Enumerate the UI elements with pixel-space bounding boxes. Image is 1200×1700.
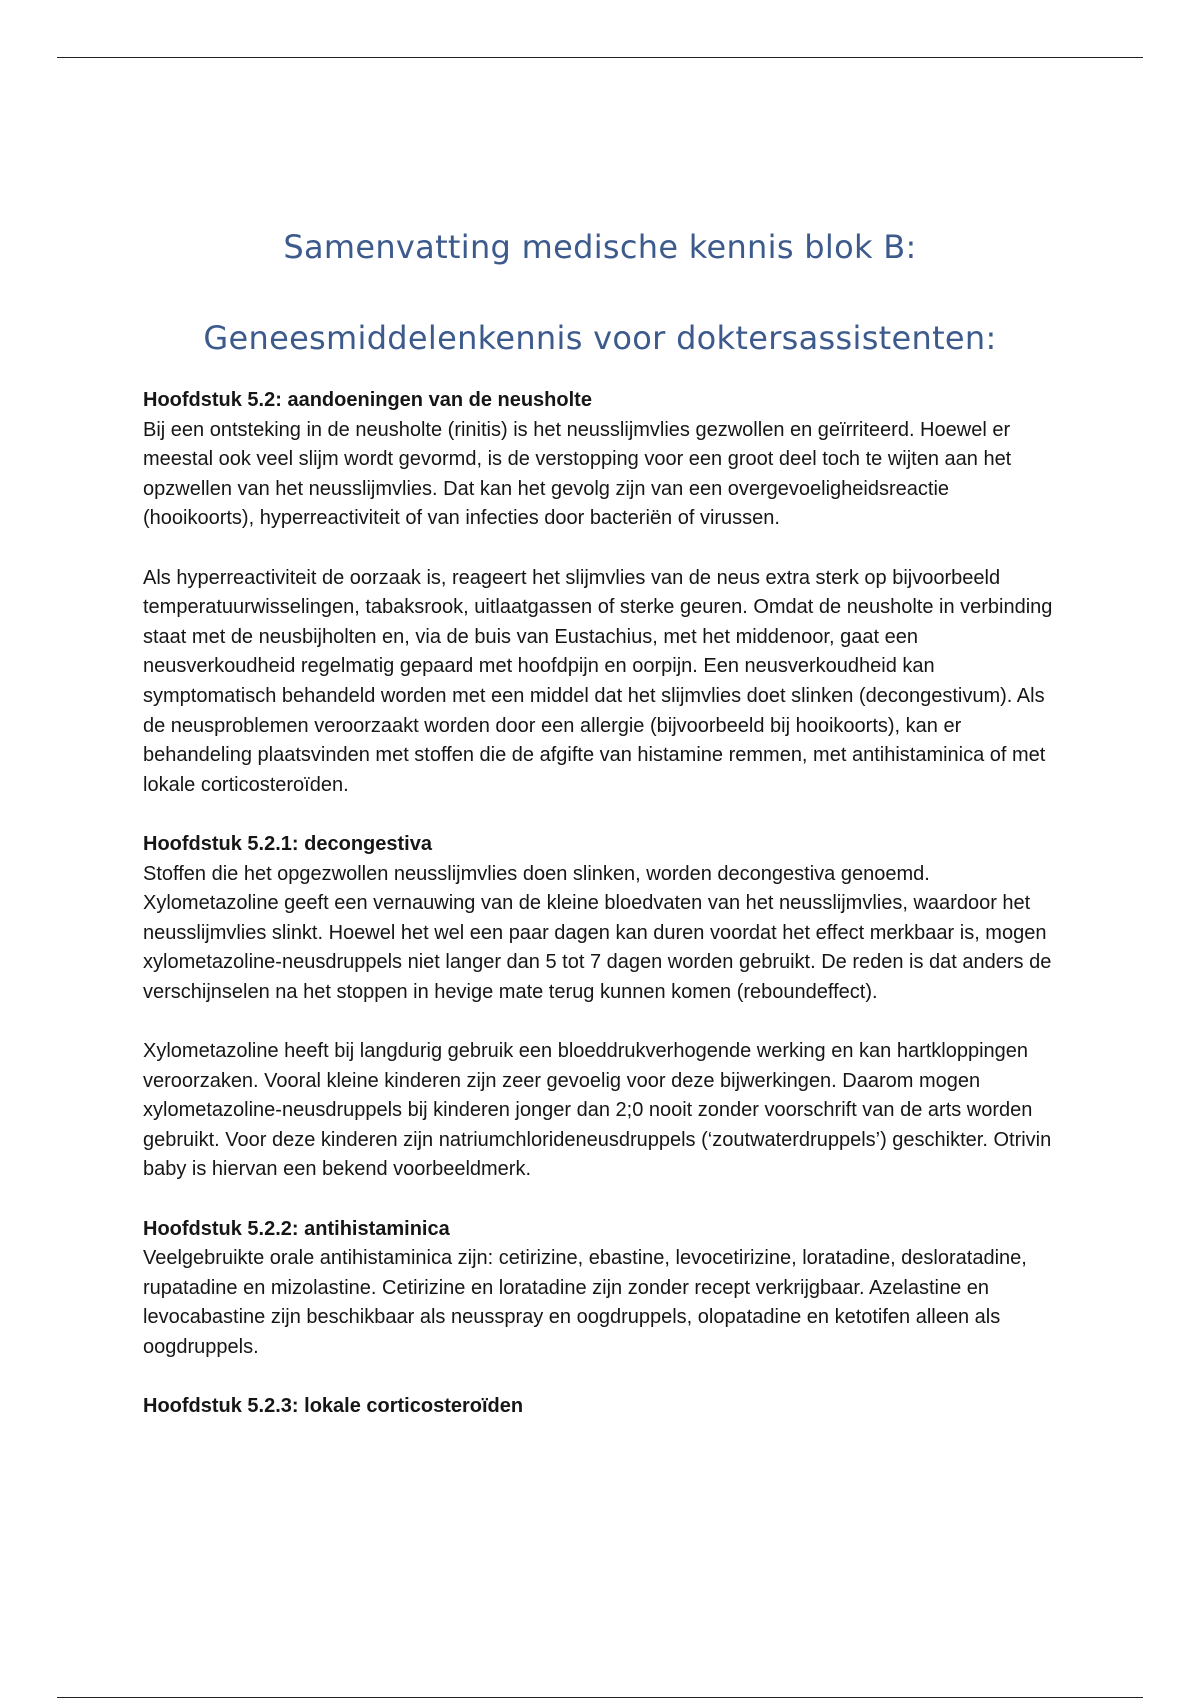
document-subtitle: Geneesmiddelenkennis voor doktersassistenten: bbox=[203, 319, 997, 357]
document-title: Samenvatting medische kennis blok B: bbox=[283, 228, 917, 266]
section-corticosteroiden bbox=[143, 1392, 1063, 1422]
section-antihistaminica bbox=[143, 1215, 1063, 1363]
section-heading: Hoofdstuk 5.2.2: antihistaminica bbox=[143, 1217, 450, 1240]
bottom-rule bbox=[57, 1697, 1143, 1698]
paragraph: Stoffen die het opgezwollen neusslijmvlies doen slinken, worden decongestiva genoemd. Xylometazoline geeft een vernauwing van de kleine bloedvaten van het neusslijmvlies, waardoor het neusslijmvlies slinkt. Hoewel het wel een paar dagen kan duren voordat het effect merkbaar is, mogen xylometazoline-neusdruppels niet langer dan 5 tot 7 dagen worden gebruikt. De reden is dat anders de verschijnselen na het stoppen in hevige mate terug kunnen komen (reboundeffect). bbox=[143, 862, 1052, 1003]
section-neusholte bbox=[143, 386, 1063, 800]
document-body bbox=[143, 386, 1063, 1451]
section-heading: Hoofdstuk 5.2.1: decongestiva bbox=[143, 832, 432, 855]
paragraph: Xylometazoline heeft bij langdurig gebruik een bloeddrukverhogende werking en kan hartkloppingen veroorzaken. Vooral kleine kinderen zijn zeer gevoelig voor deze bijwerkingen. Daarom mogen xylometazoline-neusdruppels bij kinderen jonger dan 2;0 nooit zonder voorschrift van de arts worden gebruikt. Voor deze kinderen zijn natriumchlorideneusdruppels (‘zoutwaterdruppels’) geschikter. Otrivin baby is hiervan een bekend voorbeeldmerk. bbox=[143, 1040, 1052, 1181]
paragraph: Als hyperreactiviteit de oorzaak is, reageert het slijmvlies van de neus extra sterk op bijvoorbeeld temperatuurwisselingen, tabaksrook, uitlaatgassen of sterke geuren. Omdat de neusholte in verbinding staat met de neusbijholten en, via de buis van Eustachius, met het middenoor, gaat een neusverkoudheid regelmatig gepaard met hoofdpijn en oorpijn. Een neusverkoudheid kan symptomatisch behandeld worden met een middel dat het slijmvlies doet slinken (decongestivum). Als de neusproblemen veroorzaakt worden door een allergie (bijvoorbeeld bij hooikoorts), kan er behandeling plaatsvinden met stoffen die de afgifte van histamine remmen, met antihistaminica of met lokale corticosteroïden. bbox=[143, 566, 1053, 796]
section-decongestiva bbox=[143, 830, 1063, 1185]
paragraph: Veelgebruikte orale antihistaminica zijn: cetirizine, ebastine, levocetirizine, loratadine, desloratadine, rupatadine en mizolastine. Cetirizine en loratadine zijn zonder recept verkrijgbaar. Azelastine en levocabastine zijn beschikbaar als neusspray en oogdruppels, olopatadine en ketotifen alleen als oogdruppels. bbox=[143, 1247, 1027, 1358]
section-heading: Hoofdstuk 5.2.3: lokale corticosteroïden bbox=[143, 1395, 524, 1418]
paragraph: Bij een ontsteking in de neusholte (rinitis) is het neusslijmvlies gezwollen en geïrriteerd. Hoewel er meestal ook veel slijm wordt gevormd, is de verstopping voor een groot deel toch te wijten aan het opzwellen van het neusslijmvlies. Dat kan het gevolg zijn van een overgevoeligheidsreactie (hooikoorts), hyperreactiviteit of van infecties door bacteriën of virussen. bbox=[143, 418, 1012, 530]
section-heading: Hoofdstuk 5.2: aandoeningen van de neusholte bbox=[143, 389, 592, 411]
top-rule bbox=[57, 57, 1143, 58]
